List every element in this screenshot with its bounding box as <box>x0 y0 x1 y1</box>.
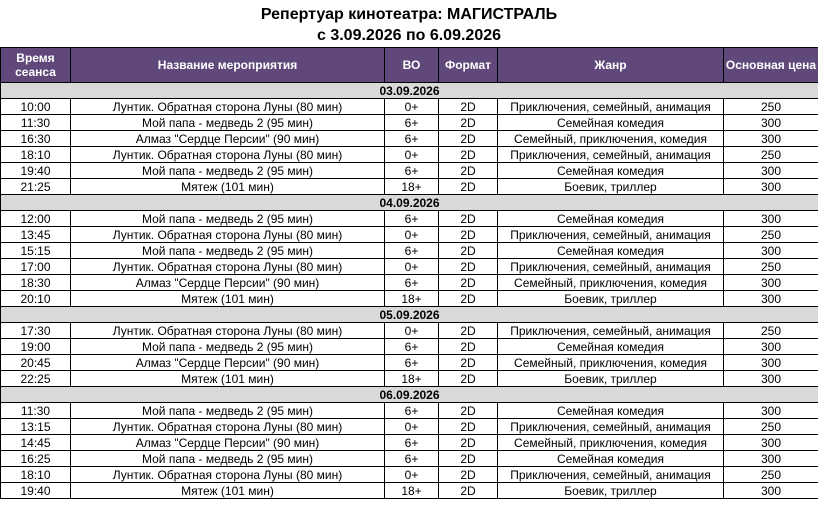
cell-time: 22:25 <box>1 371 71 387</box>
cell-format: 2D <box>439 179 498 195</box>
cell-age: 6+ <box>385 243 439 259</box>
cell-time: 20:45 <box>1 355 71 371</box>
cell-price: 250 <box>724 259 818 275</box>
cell-price: 300 <box>724 179 818 195</box>
cell-age: 0+ <box>385 99 439 115</box>
cell-name: Мятеж (101 мин) <box>71 179 385 195</box>
table-row <box>1 131 818 147</box>
cell-name: Мятеж (101 мин) <box>71 291 385 307</box>
table-row <box>1 115 818 131</box>
cell-name: Лунтик. Обратная сторона Луны (80 мин) <box>71 99 385 115</box>
cell-name: Мой папа - медведь 2 (95 мин) <box>71 339 385 355</box>
cell-time: 11:30 <box>1 403 71 419</box>
cell-format: 2D <box>439 355 498 371</box>
cell-time: 18:10 <box>1 147 71 163</box>
cell-format: 2D <box>439 451 498 467</box>
cell-name: Лунтик. Обратная сторона Луны (80 мин) <box>71 147 385 163</box>
cell-name: Мой папа - медведь 2 (95 мин) <box>71 243 385 259</box>
cell-format: 2D <box>439 339 498 355</box>
date-row <box>1 307 818 323</box>
cell-genre: Боевик, триллер <box>498 291 724 307</box>
cell-format: 2D <box>439 419 498 435</box>
table-row <box>1 147 818 163</box>
cell-genre: Приключения, семейный, анимация <box>498 419 724 435</box>
table-row <box>1 243 818 259</box>
cell-genre: Боевик, триллер <box>498 483 724 499</box>
cell-name: Лунтик. Обратная сторона Луны (80 мин) <box>71 323 385 339</box>
cell-time: 19:40 <box>1 163 71 179</box>
cell-price: 300 <box>724 163 818 179</box>
cell-price: 250 <box>724 147 818 163</box>
cell-time: 17:30 <box>1 323 71 339</box>
cell-price: 300 <box>724 243 818 259</box>
table-row <box>1 371 818 387</box>
cell-genre: Семейный, приключения, комедия <box>498 131 724 147</box>
cell-price: 300 <box>724 403 818 419</box>
cell-age: 6+ <box>385 451 439 467</box>
cell-age: 6+ <box>385 275 439 291</box>
cell-price: 300 <box>724 371 818 387</box>
cell-time: 11:30 <box>1 115 71 131</box>
cell-format: 2D <box>439 131 498 147</box>
cell-name: Алмаз "Сердце Персии" (90 мин) <box>71 275 385 291</box>
cell-age: 0+ <box>385 147 439 163</box>
cell-age: 6+ <box>385 211 439 227</box>
cell-genre: Приключения, семейный, анимация <box>498 259 724 275</box>
cell-age: 6+ <box>385 355 439 371</box>
cell-age: 6+ <box>385 131 439 147</box>
cell-price: 300 <box>724 291 818 307</box>
table-row <box>1 451 818 467</box>
cell-age: 18+ <box>385 483 439 499</box>
cell-format: 2D <box>439 323 498 339</box>
cell-price: 300 <box>724 355 818 371</box>
cell-genre: Семейный, приключения, комедия <box>498 355 724 371</box>
table-row <box>1 259 818 275</box>
cell-genre: Семейный, приключения, комедия <box>498 275 724 291</box>
cell-name: Мятеж (101 мин) <box>71 483 385 499</box>
cell-price: 300 <box>724 435 818 451</box>
schedule-body <box>1 83 818 499</box>
cell-format: 2D <box>439 243 498 259</box>
header-genre: Жанр <box>498 48 724 83</box>
cell-format: 2D <box>439 403 498 419</box>
cell-age: 18+ <box>385 179 439 195</box>
cell-age: 6+ <box>385 115 439 131</box>
header-time: Время сеанса <box>1 48 71 83</box>
date-label: 05.09.2026 <box>1 307 818 323</box>
schedule-table <box>0 47 818 499</box>
cell-format: 2D <box>439 483 498 499</box>
cell-genre: Боевик, триллер <box>498 371 724 387</box>
cell-age: 0+ <box>385 259 439 275</box>
table-row <box>1 179 818 195</box>
table-row <box>1 275 818 291</box>
cell-time: 18:10 <box>1 467 71 483</box>
table-row <box>1 227 818 243</box>
table-row <box>1 467 818 483</box>
cell-price: 300 <box>724 451 818 467</box>
cell-name: Лунтик. Обратная сторона Луны (80 мин) <box>71 227 385 243</box>
cell-genre: Семейная комедия <box>498 403 724 419</box>
table-row <box>1 163 818 179</box>
header-format: Формат <box>439 48 498 83</box>
cell-format: 2D <box>439 115 498 131</box>
cell-format: 2D <box>439 163 498 179</box>
cell-genre: Семейная комедия <box>498 115 724 131</box>
cell-format: 2D <box>439 99 498 115</box>
cell-genre: Семейная комедия <box>498 339 724 355</box>
cell-time: 14:45 <box>1 435 71 451</box>
header-age: ВО <box>385 48 439 83</box>
cell-price: 300 <box>724 115 818 131</box>
cell-name: Алмаз "Сердце Персии" (90 мин) <box>71 131 385 147</box>
cell-genre: Боевик, триллер <box>498 179 724 195</box>
cell-age: 18+ <box>385 291 439 307</box>
cell-genre: Приключения, семейный, анимация <box>498 147 724 163</box>
cell-age: 0+ <box>385 467 439 483</box>
cell-genre: Семейная комедия <box>498 163 724 179</box>
cell-age: 6+ <box>385 339 439 355</box>
table-row <box>1 339 818 355</box>
cell-price: 250 <box>724 323 818 339</box>
cell-age: 18+ <box>385 371 439 387</box>
cell-name: Алмаз "Сердце Персии" (90 мин) <box>71 355 385 371</box>
cell-time: 19:00 <box>1 339 71 355</box>
cell-format: 2D <box>439 435 498 451</box>
cell-price: 250 <box>724 99 818 115</box>
cell-time: 16:30 <box>1 131 71 147</box>
date-row <box>1 387 818 403</box>
cell-age: 0+ <box>385 323 439 339</box>
cell-time: 15:15 <box>1 243 71 259</box>
cell-time: 18:30 <box>1 275 71 291</box>
cell-genre: Приключения, семейный, анимация <box>498 227 724 243</box>
cell-name: Лунтик. Обратная сторона Луны (80 мин) <box>71 259 385 275</box>
cell-time: 21:25 <box>1 179 71 195</box>
cell-price: 250 <box>724 227 818 243</box>
cell-genre: Семейная комедия <box>498 243 724 259</box>
cell-genre: Приключения, семейный, анимация <box>498 467 724 483</box>
cell-name: Лунтик. Обратная сторона Луны (80 мин) <box>71 467 385 483</box>
header-name: Название мероприятия <box>71 48 385 83</box>
cell-format: 2D <box>439 291 498 307</box>
cell-age: 6+ <box>385 435 439 451</box>
cell-age: 0+ <box>385 227 439 243</box>
cell-age: 6+ <box>385 403 439 419</box>
cell-name: Мой папа - медведь 2 (95 мин) <box>71 451 385 467</box>
cell-name: Мятеж (101 мин) <box>71 371 385 387</box>
cell-genre: Приключения, семейный, анимация <box>498 99 724 115</box>
cell-name: Мой папа - медведь 2 (95 мин) <box>71 115 385 131</box>
cell-price: 300 <box>724 275 818 291</box>
cell-price: 250 <box>724 419 818 435</box>
date-label: 06.09.2026 <box>1 387 818 403</box>
table-row <box>1 323 818 339</box>
cell-format: 2D <box>439 371 498 387</box>
date-label: 03.09.2026 <box>1 83 818 99</box>
cell-time: 13:45 <box>1 227 71 243</box>
cell-name: Мой папа - медведь 2 (95 мин) <box>71 211 385 227</box>
cell-price: 300 <box>724 339 818 355</box>
cell-time: 13:15 <box>1 419 71 435</box>
header-price: Основная цена <box>724 48 818 83</box>
table-row <box>1 419 818 435</box>
table-row <box>1 355 818 371</box>
cell-format: 2D <box>439 147 498 163</box>
cell-genre: Семейный, приключения, комедия <box>498 435 724 451</box>
cell-format: 2D <box>439 211 498 227</box>
cell-genre: Семейная комедия <box>498 451 724 467</box>
cell-time: 12:00 <box>1 211 71 227</box>
cell-name: Алмаз "Сердце Персии" (90 мин) <box>71 435 385 451</box>
cell-price: 300 <box>724 483 818 499</box>
table-row <box>1 435 818 451</box>
table-row <box>1 211 818 227</box>
cell-format: 2D <box>439 467 498 483</box>
cell-format: 2D <box>439 259 498 275</box>
table-row <box>1 99 818 115</box>
header-row <box>1 48 818 83</box>
cell-age: 0+ <box>385 419 439 435</box>
cell-time: 19:40 <box>1 483 71 499</box>
title-line-2: с 3.09.2026 по 6.09.2026 <box>316 27 502 44</box>
cell-format: 2D <box>439 275 498 291</box>
cell-format: 2D <box>439 227 498 243</box>
table-row <box>1 291 818 307</box>
cell-name: Мой папа - медведь 2 (95 мин) <box>71 163 385 179</box>
cell-genre: Семейная комедия <box>498 211 724 227</box>
cell-time: 16:25 <box>1 451 71 467</box>
title-line-1: Репертуар кинотеатра: МАГИСТРАЛЬ <box>260 6 558 23</box>
date-label: 04.09.2026 <box>1 195 818 211</box>
cell-genre: Приключения, семейный, анимация <box>498 323 724 339</box>
date-row <box>1 195 818 211</box>
cell-name: Лунтик. Обратная сторона Луны (80 мин) <box>71 419 385 435</box>
cell-price: 250 <box>724 467 818 483</box>
table-row <box>1 403 818 419</box>
cell-name: Мой папа - медведь 2 (95 мин) <box>71 403 385 419</box>
table-row <box>1 483 818 499</box>
cell-time: 20:10 <box>1 291 71 307</box>
cell-price: 300 <box>724 131 818 147</box>
cell-time: 17:00 <box>1 259 71 275</box>
cell-time: 10:00 <box>1 99 71 115</box>
cell-price: 300 <box>724 211 818 227</box>
cell-age: 6+ <box>385 163 439 179</box>
date-row <box>1 83 818 99</box>
